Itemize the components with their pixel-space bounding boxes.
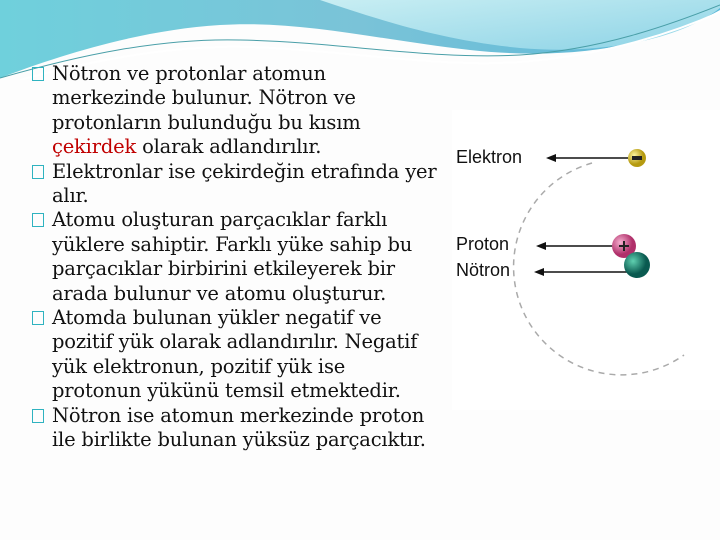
bullet-icon <box>32 165 44 179</box>
neutron-icon <box>624 252 650 278</box>
bullet-text: Atomu oluşturan parçacıklar farklı yüklere sahiptir. Farklı yüke sahip bu parçacıklar birbirini etkileyerek bir arada bulunur ve atomu oluşturur. <box>52 208 413 305</box>
bullet-text: olarak adlandırılır. <box>136 135 322 159</box>
electron-icon <box>628 149 646 167</box>
bullet-item <box>30 208 440 306</box>
neutron-label: Nötron <box>456 260 511 280</box>
electron-label: Elektron <box>456 147 523 167</box>
bullet-list <box>30 62 440 453</box>
atom-diagram <box>452 110 720 410</box>
bullet-text: Nötron ve protonlar atomun merkezinde bulunur. Nötron ve protonların bulunduğu bu kısım <box>52 62 361 134</box>
bullet-text: Nötron ise atomun merkezinde proton ile birlikte bulunan yüksüz parçacıktır. <box>52 403 426 452</box>
bullet-text: Elektronlar ise çekirdeğin etrafında yer alır. <box>52 159 437 208</box>
bullet-icon <box>32 409 44 423</box>
bullet-item <box>30 306 440 404</box>
bullet-icon <box>32 311 44 325</box>
bullet-icon <box>32 213 44 227</box>
highlight-term: çekirdek <box>52 135 137 159</box>
bullet-icon <box>32 67 44 81</box>
bullet-text: Atomda bulunan yükler negatif ve pozitif yük olarak adlandırılır. Negatif yük elektronun, pozitif yük ise protonun yükünü temsil etmektedir. <box>52 306 418 403</box>
proton-label: Proton <box>456 234 510 254</box>
bullet-item <box>30 160 440 209</box>
orbit-path <box>514 163 684 375</box>
bullet-item <box>30 62 440 160</box>
bullet-item <box>30 404 440 453</box>
